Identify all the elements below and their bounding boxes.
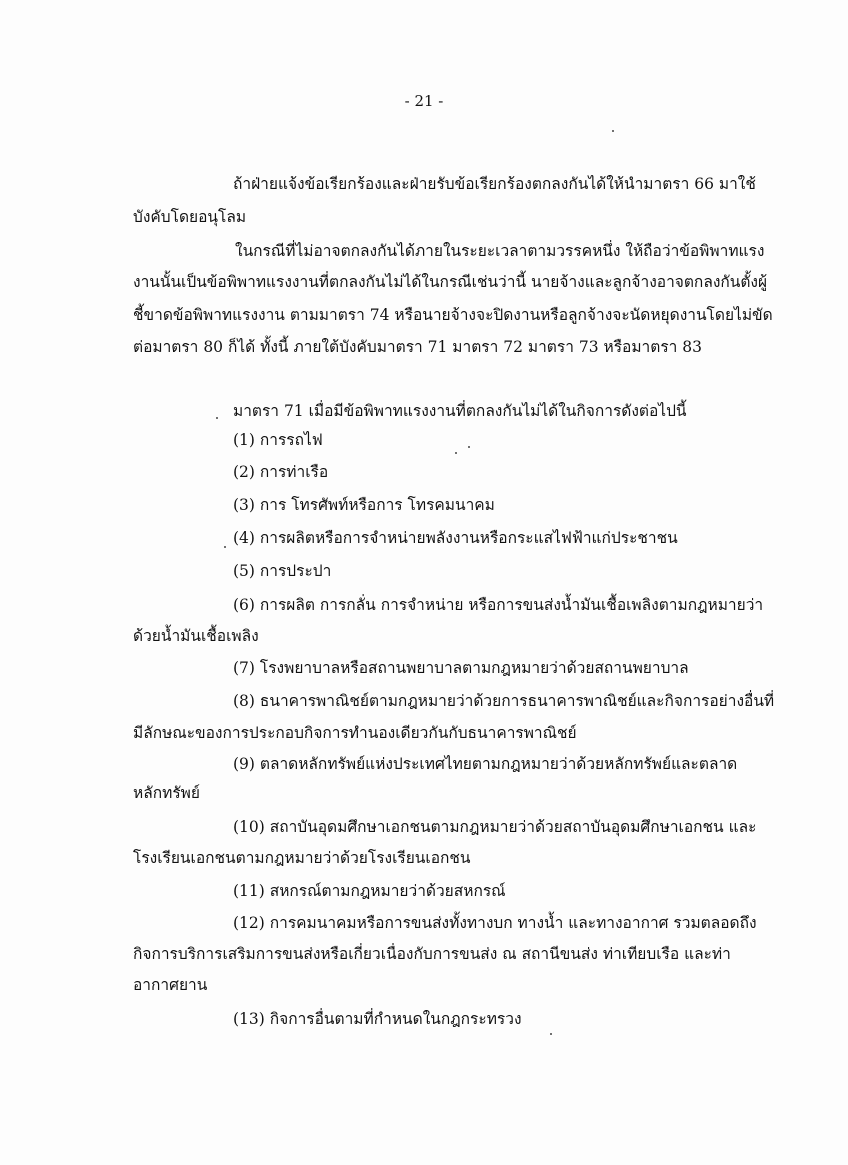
list-item: (2) การท่าเรือ <box>233 463 329 481</box>
list-item: (3) การ โทรศัพท์หรือการ โทรคมนาคม <box>233 496 495 514</box>
list-item: (11) สหกรณ์ตามกฎหมายว่าด้วยสหกรณ์ <box>233 882 506 900</box>
list-item: (13) กิจการอื่นตามที่กำหนดในกฎกระทรวง <box>233 1010 522 1028</box>
scan-speck <box>224 546 226 548</box>
page-number: - 21 - <box>404 92 444 110</box>
list-item: (8) ธนาคารพาณิชย์ตามกฎหมายว่าด้วยการธนาคารพาณิชย์และกิจการอย่างอื่นที่ <box>233 692 775 710</box>
paragraph-2-line-1: ในกรณีที่ไม่อาจตกลงกันได้ภายในระยะเวลาตามวรรคหนึ่ง ให้ถือว่าข้อพิพาทแรง <box>235 242 765 260</box>
list-item-continuation: อากาศยาน <box>133 976 208 994</box>
section-71-heading: มาตรา 71 เมื่อมีข้อพิพาทแรงงานที่ตกลงกันไม่ได้ในกิจการดังต่อไปนี้ <box>233 402 687 420</box>
list-item: (7) โรงพยาบาลหรือสถานพยาบาลตามกฎหมายว่าด้วยสถานพยาบาล <box>233 659 689 677</box>
paragraph-2-line-2: งานนั้นเป็นข้อพิพาทแรงงานที่ตกลงกันไม่ได้ในกรณีเช่นว่านี้ นายจ้างและลูกจ้างอาจตกลงกันตั้งผู้ <box>133 273 768 291</box>
list-item: (10) สถาบันอุดมศึกษาเอกชนตามกฎหมายว่าด้วยสถาบันอุดมศึกษาเอกชน และ <box>233 818 757 836</box>
scan-speck <box>612 130 614 132</box>
list-item: (1) การรถไฟ <box>233 431 323 449</box>
list-item-continuation: หลักทรัพย์ <box>133 784 200 802</box>
scan-speck <box>216 417 218 419</box>
paragraph-1-line-2: บังคับโดยอนุโลม <box>133 208 247 226</box>
paragraph-2-line-4: ต่อมาตรา 80 ก็ได้ ทั้งนี้ ภายใต้บังคับมาตรา 71 มาตรา 72 มาตรา 73 หรือมาตรา 83 <box>133 338 702 356</box>
list-item: (4) การผลิตหรือการจำหน่ายพลังงานหรือกระแสไฟฟ้าแก่ประชาชน <box>233 529 678 547</box>
paragraph-1-line-1: ถ้าฝ่ายแจ้งข้อเรียกร้องและฝ่ายรับข้อเรียกร้องตกลงกันได้ให้นำมาตรา 66 มาใช้ <box>233 175 756 193</box>
scan-speck <box>550 1033 552 1035</box>
paragraph-2-line-3: ชี้ขาดข้อพิพาทแรงงาน ตามมาตรา 74 หรือนายจ้างจะปิดงานหรือลูกจ้างจะนัดหยุดงานโดยไม่ขัด <box>133 306 773 324</box>
list-item-continuation: โรงเรียนเอกชนตามกฎหมายว่าด้วยโรงเรียนเอกชน <box>133 849 471 867</box>
list-item: (9) ตลาดหลักทรัพย์แห่งประเทศไทยตามกฎหมายว่าด้วยหลักทรัพย์และตลาด <box>233 755 738 773</box>
list-item: (12) การคมนาคมหรือการขนส่งทั้งทางบก ทางน้ำ และทางอากาศ รวมตลอดถึง <box>233 914 757 932</box>
list-item: (5) การประปา <box>233 562 332 580</box>
list-item: (6) การผลิต การกลั่น การจำหน่าย หรือการขนส่งน้ำมันเชื้อเพลิงตามกฎหมายว่า <box>233 596 764 614</box>
scan-speck <box>455 452 457 454</box>
list-item-continuation: ด้วยน้ำมันเชื้อเพลิง <box>133 627 259 645</box>
list-item-continuation: กิจการบริการเสริมการขนส่งหรือเกี่ยวเนื่องกับการขนส่ง ณ สถานีขนส่ง ท่าเทียบเรือ และท่า <box>133 945 731 963</box>
scan-speck <box>468 446 470 448</box>
list-item-continuation: มีลักษณะของการประกอบกิจการทำนองเดียวกันกับธนาคารพาณิชย์ <box>133 724 577 742</box>
